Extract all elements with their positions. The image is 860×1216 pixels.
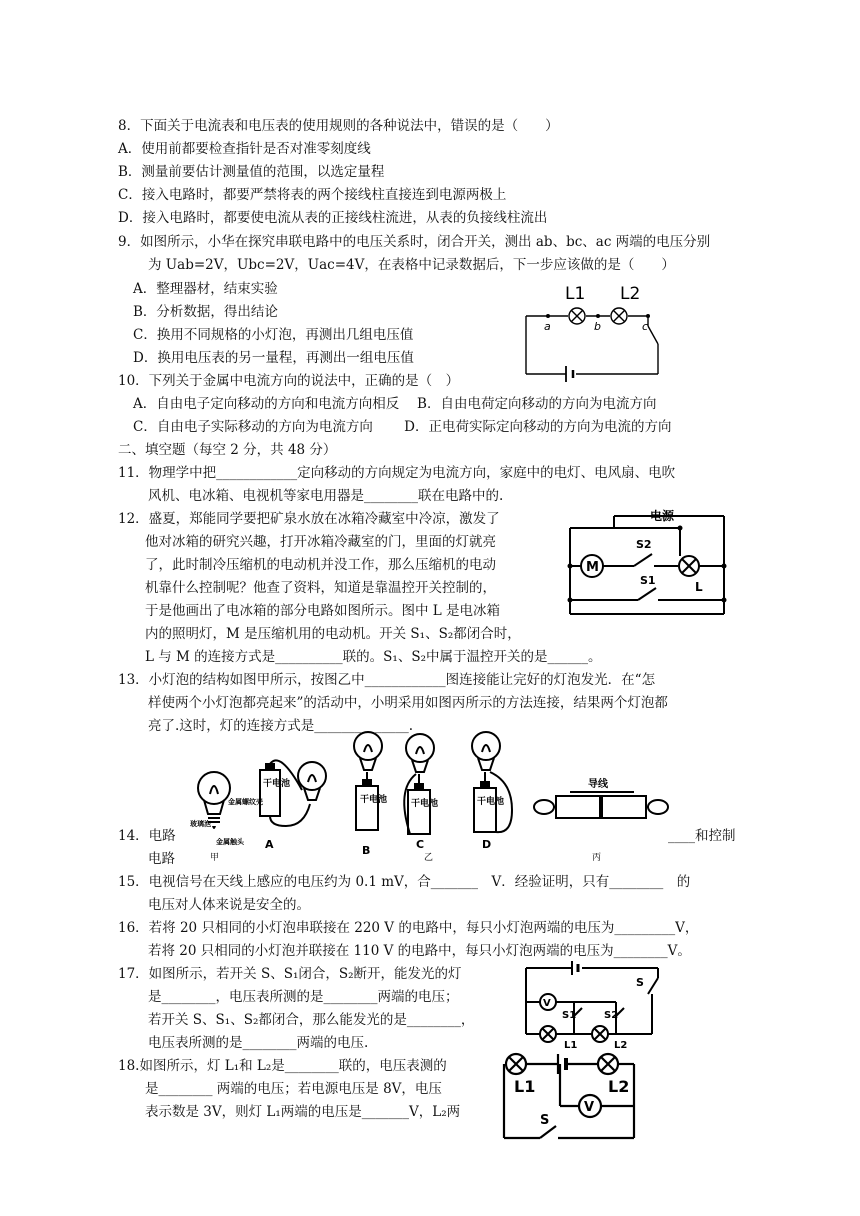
- q17-fig-s1-label: S1: [562, 1010, 577, 1021]
- q18-line2: 是________ 两端的电压；若电源电压是 8V，电压: [145, 1081, 442, 1097]
- q13-fig-battery-b: 干电池: [360, 795, 388, 805]
- q13-fig-opt-c: C: [416, 838, 425, 851]
- q17-fig-l1-label: L1: [564, 1040, 578, 1050]
- q13-fig-base-label: 金属触头: [216, 838, 244, 846]
- q8-option-c: C．接入电路时，都要严禁将表的两个接线柱直接连到电源两极上: [118, 187, 507, 203]
- q12-fig-s1-label: S1: [640, 574, 656, 587]
- q12-line3: 了，此时制冷压缩机的电动机并没工作，那么压缩机的电动: [145, 557, 496, 573]
- q13-fig-wire-label: 导线: [588, 779, 608, 790]
- q16-line2: 若将 20 只相同的小灯泡并联接在 110 V 的电路中，每只小灯泡两端的电压为________V。: [148, 943, 691, 959]
- q13-fig-opt-b: B: [362, 844, 371, 857]
- q18-fig-l1-label: L1: [514, 1077, 536, 1096]
- q13-fig-opt-d: D: [482, 838, 492, 851]
- q13-fig-opt-a: A: [265, 838, 274, 851]
- q8-stem: 8．下面关于电流表和电压表的使用规则的各种说法中，错误的是（ ）: [118, 118, 559, 134]
- q18-circuit-figure: [496, 1046, 642, 1146]
- q9-option-c: C．换用不同规格的小灯泡，再测出几组电压值: [133, 327, 414, 343]
- q9-option-b: B．分析数据，得出结论: [133, 304, 278, 320]
- q9-fig-c-label: c: [642, 320, 649, 333]
- q17-fig-s2-label: S2: [604, 1010, 619, 1021]
- q17-line2: 是________，电压表所测的是________两端的电压；: [148, 989, 459, 1005]
- q9-stem-line2: 为 Uab=2V，Ubc=2V，Uac=4V，在表格中记录数据后，下一步应该做的是（ ）: [148, 257, 675, 273]
- q8-option-a: A．使用前都要检查指针是否对准零刻度线: [118, 141, 371, 157]
- q17-line3: 若开关 S、S₁、S₂都闭合，那么能发光的是________，: [148, 1012, 475, 1028]
- q9-fig-b-label: b: [594, 320, 601, 333]
- q12-line4: 机靠什么控制呢？他查了资料，知道是靠温控开关控制的，: [145, 580, 496, 596]
- q12-fig-m-label: M: [586, 560, 599, 575]
- q17-fig-v-label: V: [543, 998, 551, 1009]
- q11-line2: 风机、电冰箱、电视机等家电用器是________联在电路中的.: [148, 488, 504, 504]
- q13-fig-label-jia: 甲: [210, 853, 220, 863]
- q13-fig-label-yi: 乙: [424, 853, 434, 863]
- q12-fig-s2-label: S2: [636, 538, 652, 551]
- q18-line1: 18.如图所示，灯 L₁和 L₂是________联的，电压表测的: [118, 1058, 447, 1074]
- q12-line1: 12．盛夏，郑能同学要把矿泉水放在冰箱冷藏室中冷凉，激发了: [118, 511, 500, 527]
- q13-option-d-circuit: [472, 732, 512, 832]
- q13-fig-glass-label: 玻璃泡: [190, 820, 211, 828]
- q9-stem-line1: 9．如图所示，小华在探究串联电路中的电压关系时，闭合开关，测出 ab、bc、ac 两端的电压分别: [118, 234, 711, 250]
- q13-bulb-connection-figure: [190, 730, 670, 864]
- q10-options-ab: A．自由电子定向移动的方向和电流方向相反 B．自由电荷定向移动的方向为电流方向: [133, 396, 657, 412]
- q13-jia-bulb-icon: [198, 772, 230, 822]
- q13-fig-battery-c: 干电池: [411, 799, 439, 809]
- q15-line2: 电压对人体来说是安全的。: [148, 897, 310, 913]
- q9-fig-l2-label: L2: [620, 284, 641, 304]
- q8-option-b: B．测量前要估计测量值的范围，以选定量程: [118, 164, 385, 180]
- q13-bing-two-bulbs: [534, 792, 668, 818]
- q16-line1: 16．若将 20 只相同的小灯泡串联接在 220 V 的电路中，每只小灯泡两端的电压为_________V，: [118, 920, 699, 936]
- q9-option-a: A．整理器材，结束实验: [133, 281, 278, 297]
- q13-fig-label-bing: 丙: [592, 853, 602, 863]
- q10-options-cd: C．自由电子实际移动的方向为电流方向 D．正电荷实际定向移动的方向为电流的方向: [133, 419, 672, 435]
- q12-line6: 内的照明灯，M 是压缩机用的电动机。开关 S₁、S₂都闭合时，: [145, 626, 521, 642]
- q18-fig-s-label: S: [540, 1113, 550, 1128]
- q14-line2: 电路: [148, 851, 175, 867]
- q17-fig-s-label: S: [636, 976, 644, 989]
- q17-circuit-figure: [518, 958, 670, 1050]
- q12-fig-power-label: 电源: [650, 509, 675, 523]
- q17-fig-l2-label: L2: [614, 1040, 628, 1050]
- q13-fig-battery-a: 干电池: [263, 779, 291, 789]
- q9-fig-l1-label: L1: [565, 284, 586, 304]
- q14-line1-left: 14．电路: [118, 828, 176, 844]
- q13-option-b-circuit: [354, 732, 382, 830]
- q17-line1: 17．如图所示，若开关 S、S₁闭合，S₂断开，能发光的灯: [118, 966, 462, 982]
- q12-line5: 于是他画出了电冰箱的部分电路如图所示。图中 L 是电冰箱: [145, 603, 501, 619]
- q12-line7: L 与 M 的连接方式是__________联的。S₁、S₂中属于温控开关的是______。: [145, 649, 602, 665]
- q14-line1-right: ____和控制: [668, 828, 736, 844]
- q13-option-c-circuit: [404, 734, 434, 834]
- q12-fig-l-label: L: [695, 580, 703, 594]
- q18-fig-v-label: V: [584, 1100, 595, 1115]
- q9-option-d: D．换用电压表的另一量程，再测出一组电压值: [133, 350, 414, 366]
- q12-fridge-circuit-figure: [562, 506, 734, 618]
- q12-line2: 他对冰箱的研究兴趣，打开冰箱冷藏室的门，里面的灯就亮: [145, 534, 496, 550]
- q18-fig-l2-label: L2: [608, 1077, 630, 1096]
- q9-fig-a-label: a: [544, 320, 551, 333]
- section-heading: 二、填空题（每空 2 分，共 48 分）: [118, 442, 337, 458]
- q17-line4: 电压表所测的是________两端的电压.: [148, 1035, 369, 1051]
- q10-stem: 10．下列关于金属中电流方向的说法中，正确的是（ ）: [118, 373, 460, 389]
- q13-fig-battery-d: 干电池: [477, 797, 505, 807]
- q13-line2: 样使两个小灯泡都亮起来”的活动中，小明采用如图丙所示的方法连接，结果两个灯泡都: [148, 695, 668, 711]
- q15-line1: 15．电视信号在天线上感应的电压约为 0.1 mV，合_______ V．经验证明，只有________ 的: [118, 874, 691, 890]
- q11-line1: 11．物理学中把____________定向移动的方向规定为电流方向，家庭中的电灯、电风扇、电吹: [118, 465, 676, 481]
- q13-option-a-circuit: [260, 760, 326, 826]
- q13-line1: 13．小灯泡的结构如图甲所示，按图乙中____________图连接能让完好的灯泡发光．在“怎: [118, 672, 656, 688]
- q13-fig-tip-label: 金属螺纹壳: [228, 798, 263, 806]
- q8-option-d: D．接入电路时，都要使电流从表的正接线柱流进，从表的负接线柱流出: [118, 210, 548, 226]
- q9-series-circuit-figure: [518, 282, 678, 384]
- q18-line3: 表示数是 3V，则灯 L₁两端的电压是_______V，L₂两: [145, 1104, 461, 1120]
- q13-line3: 亮了.这时，灯的连接方式是______________.: [148, 718, 414, 734]
